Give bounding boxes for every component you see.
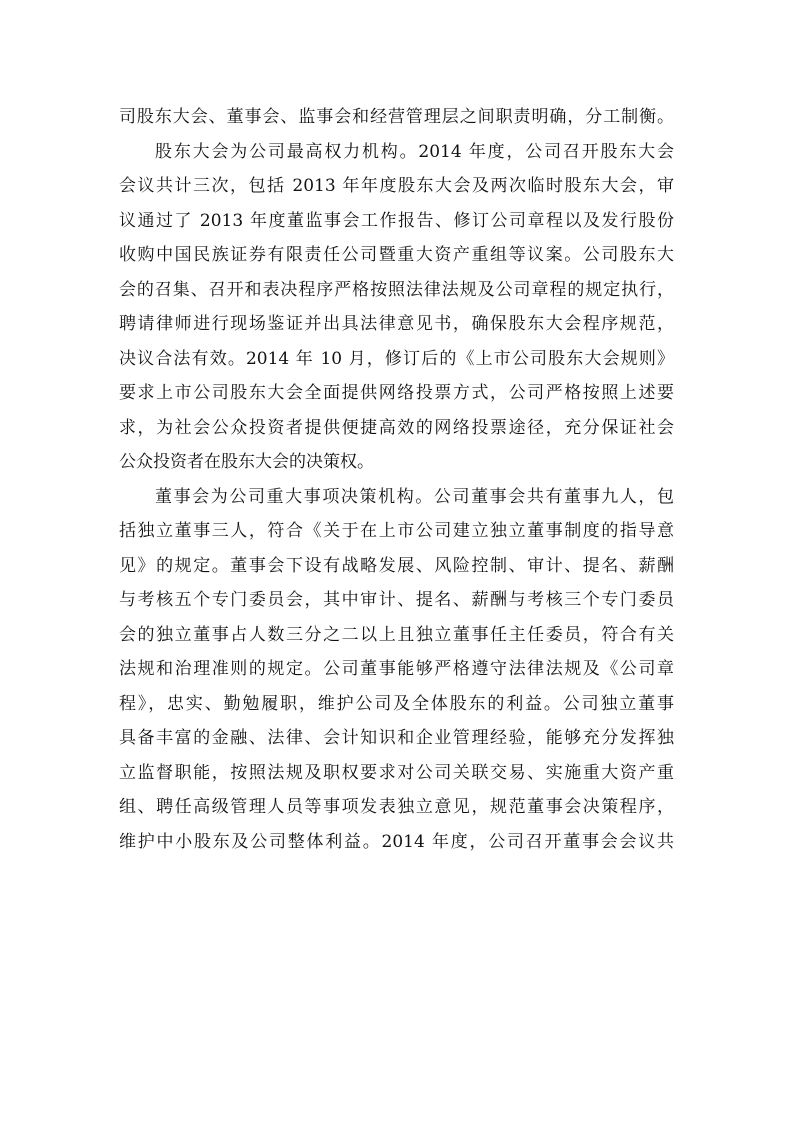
- text-line: 求，为社会公众投资者提供便捷高效的网络投票途径，充分保证社会: [119, 417, 674, 438]
- text-line: 司股东大会、董事会、监事会和经营管理层之间职责明确，分工制衡。: [119, 107, 674, 127]
- paragraph-board-of-directors: [119, 480, 674, 860]
- text-line: 程》，忠实、勤勉履职，维护公司及全体股东的利益。公司独立董事: [119, 693, 674, 714]
- text-line: 维护中小股东及公司整体利益。2014 年度，公司召开董事会会议共: [119, 831, 674, 852]
- text-line: 股东大会为公司最高权力机构。2014 年度，公司召开股东大会: [155, 141, 674, 162]
- text-line: 议通过了 2013 年度董监事会工作报告、修订公司章程以及发行股份: [119, 210, 674, 231]
- text-line: 聘请律师进行现场鉴证并出具法律意见书，确保股东大会程序规范，: [119, 314, 674, 334]
- text-line: 括独立董事三人，符合《关于在上市公司建立独立董事制度的指导意: [119, 521, 674, 541]
- text-line: 具备丰富的金融、法律、会计知识和企业管理经验，能够充分发挥独: [119, 728, 674, 748]
- text-line: 公众投资者在股东大会的决策权。: [119, 452, 374, 472]
- text-line: 要求上市公司股东大会全面提供网络投票方式，公司严格按照上述要: [119, 383, 674, 403]
- text-line: 董事会为公司重大事项决策机构。公司董事会共有董事九人，包: [155, 486, 674, 507]
- text-line: 会的召集、召开和表决程序严格按照法律法规及公司章程的规定执行，: [119, 279, 674, 300]
- document-page: [119, 100, 674, 859]
- paragraph-continuation: [119, 100, 674, 135]
- text-line: 与考核五个专门委员会，其中审计、提名、薪酬与考核三个专门委员: [119, 590, 674, 610]
- text-line: 组、聘任高级管理人员等事项发表独立意见，规范董事会决策程序，: [119, 797, 674, 817]
- text-line: 法规和治理准则的规定。公司董事能够严格遵守法律法规及《公司章: [119, 659, 674, 679]
- text-line: 会议共计三次，包括 2013 年年度股东大会及两次临时股东大会，审: [119, 176, 674, 196]
- text-line: 立监督职能，按照法规及职权要求对公司关联交易、实施重大资产重: [119, 762, 674, 783]
- text-line: 决议合法有效。2014 年 10 月，修订后的《上市公司股东大会规则》: [119, 348, 674, 369]
- paragraph-shareholders-meeting: [119, 135, 674, 480]
- text-line: 收购中国民族证券有限责任公司暨重大资产重组等议案。公司股东大: [119, 245, 674, 265]
- text-line: 见》的规定。董事会下设有战略发展、风险控制、审计、提名、薪酬: [119, 555, 674, 576]
- text-line: 会的独立董事占人数三分之二以上且独立董事任主任委员，符合有关: [119, 624, 674, 645]
